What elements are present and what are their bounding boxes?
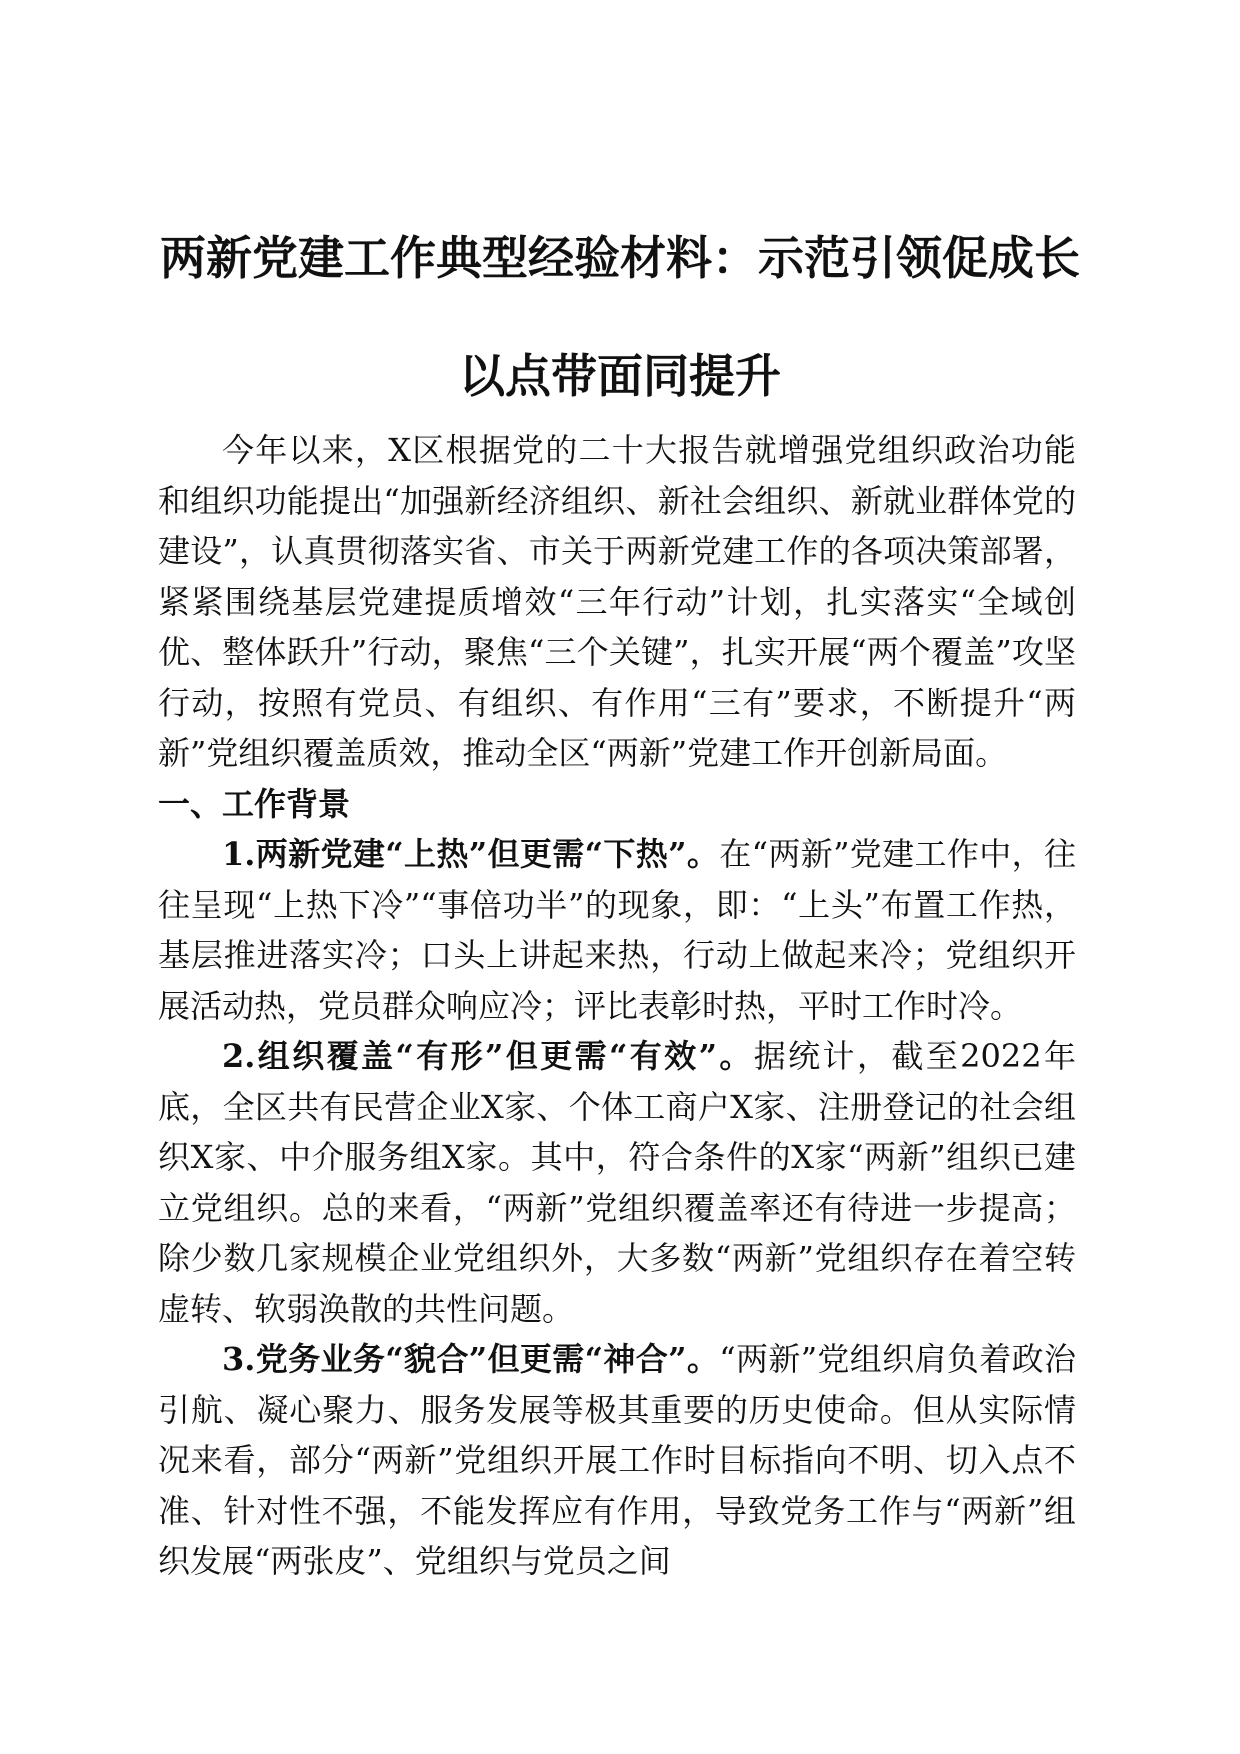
item-text-1: 在“两新”党建工作中，往往呈现“上热下冷”“事倍功半”的现象，即：“上头”布置工作热，基层推进落实冷；口头上讲起来热，行动上做起来冷；党组织开展活动热，党员群众响应冷；评比表彰时热，平时工作时冷。 — [158, 835, 1076, 1025]
document-title-line-1: 两新党建工作典型经验材料：示范引领促成长 — [160, 231, 1080, 285]
item-text-3: “两新”党组织肩负着政治引航、凝心聚力、服务发展等极其重要的历史使命。但从实际情况来看，部分“两新”党组织开展工作时目标指向不明、切入点不准、针对性不强，不能发挥应有作用，导致党务工作与“两新”组织发展“两张皮”、党组织与党员之间 — [158, 1340, 1076, 1580]
document-body — [158, 425, 1076, 1587]
item-text-2: 据统计，截至2022年底，全区共有民营企业X家、个体工商户X家、注册登记的社会组织X家、中介服务组X家。其中，符合条件的X家“两新”组织已建立党组织。总的来看，“两新”党组织覆盖率还有待进一步提高；除少数几家规模企业党组织外，大多数“两新”党组织存在着空转虚转、软弱涣散的共性问题。 — [158, 1037, 1076, 1328]
intro-paragraph: 今年以来，X区根据党的二十大报告就增强党组织政治功能和组织功能提出“加强新经济组织、新社会组织、新就业群体党的建设”，认真贯彻落实省、市关于两新党建工作的各项决策部署，紧紧围绕基层党建提质增效“三年行动”计划，扎实落实“全域创优、整体跃升”行动，聚焦“三个关键”，扎实开展“两个覆盖”攻坚行动，按照有党员、有组织、有作用“三有”要求，不断提升“两新”党组织覆盖质效，推动全区“两新”党建工作开创新局面。 — [158, 431, 1076, 772]
item-paragraph-1 — [158, 829, 1076, 1031]
item-lead-2: 2.组织覆盖“有形”但更需“有效”。 — [222, 1037, 754, 1075]
item-lead-3: 3.党务业务“貌合”但更需“神合”。 — [222, 1340, 720, 1378]
item-paragraph-2 — [158, 1031, 1076, 1334]
document-title-line-2: 以点带面同提升 — [459, 349, 781, 403]
section-heading-background: 一、工作背景 — [158, 784, 351, 823]
item-paragraph-3 — [158, 1334, 1076, 1587]
item-lead-1: 1.两新党建“上热”但更需“下热”。 — [222, 835, 720, 873]
